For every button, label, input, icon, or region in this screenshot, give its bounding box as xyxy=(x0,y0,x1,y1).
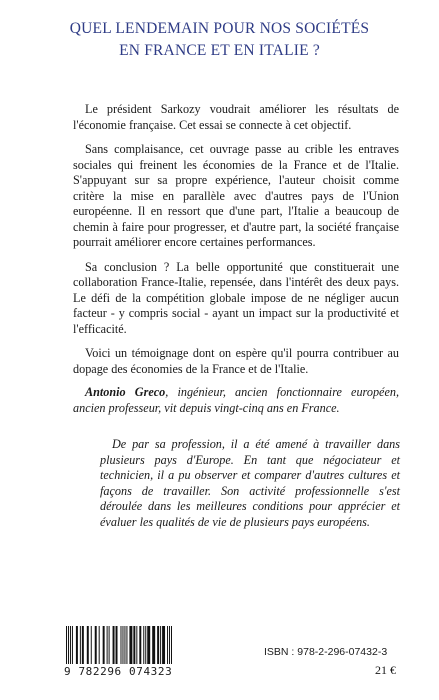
book-title xyxy=(0,18,439,62)
price: 21 € xyxy=(375,663,396,677)
blurb-paragraph-1: Le président Sarkozy voudrait améliorer les résultats de l'économie française. Cet essai se connecte à cet objectif. xyxy=(73,102,399,132)
blurb-paragraph-2: Sans complaisance, cet ouvrage passe au crible les entraves sociales qui freinent les économies de la France et de l'Italie. S'appuyant sur sa propre expérience, l'auteur choisit comme critère la mise en parallèle avec d'autres pays de l'Union européenne. Il en ressort que d'une part, l'Italie a beaucoup de chemin à faire pour progresser, et d'autre part, la société française pourrait améliorer encore certaines performances. xyxy=(73,142,399,249)
title-line-2: EN FRANCE ET EN ITALIE ? xyxy=(119,42,320,59)
barcode-bars xyxy=(64,626,174,664)
title-line-1: QUEL LENDEMAIN POUR NOS SOCIÉTÉS xyxy=(69,20,370,37)
blurb xyxy=(73,102,399,386)
author-description: , ingénieur, ancien fonctionnaire européen, ancien professeur, vit depuis vingt-cinq ans en France. xyxy=(73,385,399,415)
isbn: ISBN : 978-2-296-07432-3 xyxy=(264,646,388,658)
author-note xyxy=(73,385,399,416)
barcode-digits: 9 782296 074323 xyxy=(64,665,173,678)
blurb-paragraph-4: Voici un témoignage dont on espère qu'il pourra contribuer au dopage des économies de la France et de l'Italie. xyxy=(73,346,399,376)
author-name: Antonio Greco xyxy=(85,385,166,399)
blurb-paragraph-3: Sa conclusion ? La belle opportunité que constituerait une collaboration France-Italie, repensée, dans l'intérêt des deux pays. Le défi de la compétition globale impose de ne négliger aucun facteur - y compris social - ayant un impact sur la productivité et l'efficacité. xyxy=(73,259,399,336)
author-bio: De par sa profession, il a été amené à travailler dans plusieurs pays d'Europe. En tant que négociateur et technicien, il a pu observer et comparer d'autres cultures et façons de travailler. Son activité professionnelle s'est déroulée dans les meilleures conditions pour apprécier et évaluer les qualités de vie de plusieurs pays européens. xyxy=(100,437,400,529)
